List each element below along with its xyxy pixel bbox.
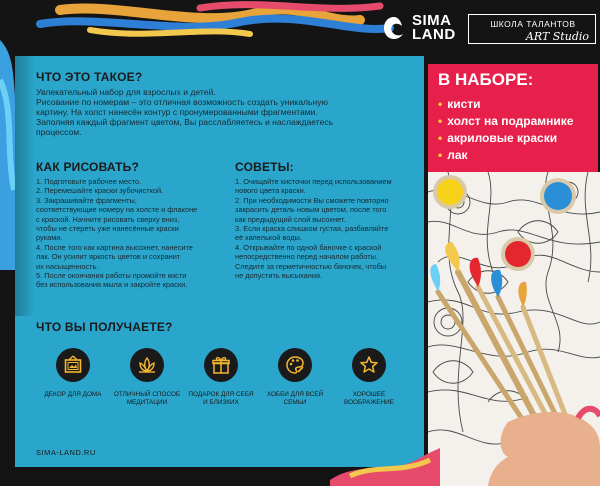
how-text [36,177,231,290]
gift-icon [204,348,238,382]
benefit-label: ХОББИ ДЛЯ ВСЕЙ [266,391,324,398]
kit-item: • холст на подрамнике [438,113,573,130]
tips-line: закрасить деталь новым цветом, после того [235,205,387,215]
logo-line-1: SIMA [412,12,452,29]
how-line: с краской. Начните рисовать сверху вниз, [36,214,180,224]
benefit-item [258,348,332,407]
picture-frame-icon [56,348,90,382]
sima-land-logo-icon [382,15,406,41]
benefits-row [36,348,406,438]
how-line: 1. Подготовьте рабочее место. [36,177,142,186]
tips-line: нового цвета краски. [235,186,306,196]
kit-heading: В НАБОРЕ: [438,70,534,89]
school-badge [468,14,596,44]
intro-text [36,87,416,137]
how-line: 4. После того как картина высохнет, нанесите [36,242,193,252]
benefit-item [184,348,258,407]
palette-icon [278,348,312,382]
intro-line: процессом. [36,127,82,137]
benefit-label: ВООБРАЖЕНИЕ [344,399,394,406]
kit-item: • лак [438,147,573,164]
how-heading: КАК РИСОВАТЬ? [36,160,140,174]
how-line: лак. Он усилит яркость цветов и сохранит [36,252,181,262]
intro-line: Рисование по номерам – это отличная возможность создать уникальную [36,97,328,107]
tips-text [235,177,420,280]
logo-line-2: LAND [412,26,456,43]
benefit-label: И БЛИЗКИХ [203,399,239,406]
intro-line: картину. На холст нанесён контур с пронумерованными фрагментами. [36,107,318,117]
canvas-line-art [428,172,600,486]
tips-line: 3. Если краска слишком густая, разбавляйте [235,224,389,234]
school-badge-subtitle: ART Studio [525,30,589,43]
intro-line: Увлекательный набор для взрослых и детей. [36,87,216,97]
how-line: их насыщенность. [36,261,99,271]
school-badge-title: ШКОЛА ТАЛАНТОВ [490,19,576,29]
tips-line: 4. Открывайте по одной баночке с краской [235,242,382,252]
how-line: соответствующие номеру на холсте и флаконе [36,205,198,215]
hand [488,412,600,486]
intro-heading: ЧТО ЭТО ТАКОЕ? [36,70,143,84]
tips-line: непосредственно перед началом работы. [235,252,379,262]
tips-line: 2. При необходимости Вы сможете повторно [235,195,389,205]
tips-line: 1. Очищайте кисточки перед использованием [235,177,392,186]
benefit-label: ХОРОШЕЕ [352,391,386,398]
benefit-label: ОТЛИЧНЫЙ СПОСОБ [113,391,181,398]
benefit-item [36,348,110,399]
benefit-label: СЕМЬИ [283,399,307,406]
how-line: 5. После окончания работы промойте кисти [36,271,187,281]
kit-item: • акриловые краски [438,130,573,147]
benefit-item [110,348,184,407]
website-url: SIMA-LAND.RU [36,448,96,457]
tips-line: не допустить высыхания. [235,271,323,281]
kit-list [438,96,573,164]
sima-land-logo [382,14,456,42]
star-icon [352,348,386,382]
tips-line: её капелькой воды. [235,233,302,243]
benefit-label: ПОДАРОК ДЛЯ СЕБЯ [188,391,254,398]
how-line: 2. Перемешайте краски зубочисткой. [36,186,164,196]
kit-item: • кисти [438,96,573,113]
kit-contents-box [428,64,598,172]
lotus-icon [130,348,164,382]
how-line: чтобы не стереть уже нанесённые краски [36,224,179,234]
paint-splash-bottom [330,440,440,486]
how-line: без использования мыла и закройте краски. [36,280,188,290]
info-panel-shade [15,56,35,316]
tips-heading: СОВЕТЫ: [235,160,294,174]
tips-line: Следите за герметичностью баночек, чтобы [235,261,387,271]
benefit-item [332,348,406,407]
how-line: 3. Закрашивайте фрагменты, [36,195,137,205]
intro-line: Заполняя каждый фрагмент цветом, Вы расслабляетесь и наслаждаетесь [36,117,334,127]
how-line: руками. [36,233,63,243]
tips-line: как предыдущий слой высохнет. [235,214,346,224]
benefit-label: ДЕКОР ДЛЯ ДОМА [44,391,102,398]
benefits-heading: ЧТО ВЫ ПОЛУЧАЕТЕ? [36,320,173,334]
benefit-label: МЕДИТАЦИИ [126,399,168,406]
product-artwork [428,172,600,486]
